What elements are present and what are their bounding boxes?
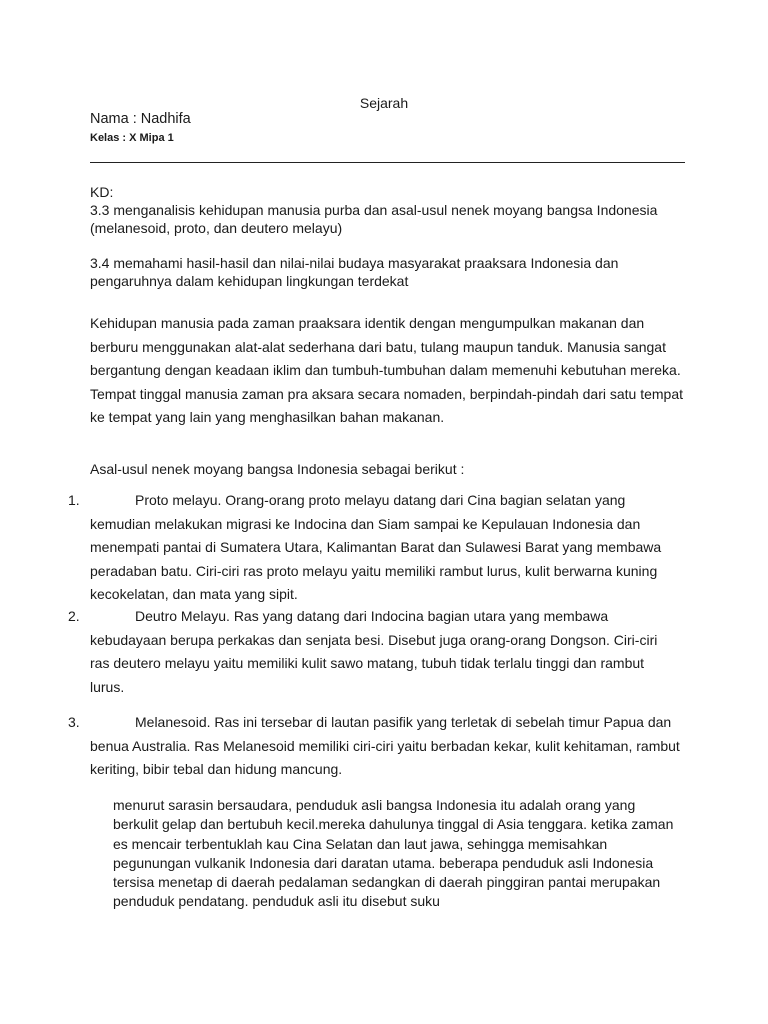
- document-title: Sejarah: [359, 95, 409, 111]
- student-class: Kelas : X Mipa 1: [90, 132, 174, 144]
- sarasin-note-paragraph: menurut sarasin bersaudara, penduduk asli bangsa Indonesia itu adalah orang yang berkulit gelap dan bertubuh kecil.mereka dahulunya tinggal di Asia tenggara. ketika zaman es mencair terbentuklah kau Cina Selatan dan laut jawa, sehingga memisahkan pegunungan vulkanik Indonesia dari daratan utama. beberapa penduduk asli Indonesia tersisa menetap di daerah pedalaman sedangkan di daerah pinggiran pantai merupakan penduduk pendatang. penduduk asli itu disebut suku: [113, 797, 674, 910]
- list-intro: Asal-usul nenek moyang bangsa Indonesia sebagai berikut :: [90, 461, 465, 477]
- list-item-text: Proto melayu. Orang-orang proto melayu datang dari Cina bagian selatan yang kemudian melakukan migrasi ke Indocina dan Siam sampai ke Kepulauan Indonesia dan menempati pantai di Sumatera Utara, Kalimantan Barat dan Sulawesi Barat yang membawa peradaban batu. Ciri-ciri ras proto melayu yaitu memiliki rambut lurus, kulit berwarna kuning kecokelatan, dan mata yang sipit.: [90, 492, 662, 602]
- intro-paragraph: Kehidupan manusia pada zaman praaksara identik dengan mengumpulkan makanan dan berburu menggunakan alat-alat sederhana dari batu, tulang maupun tanduk. Manusia sangat bergantung dengan keadaan iklim dan tumbuh-tumbuhan dalam memenuhi kebutuhan mereka. Tempat tinggal manusia zaman pra aksara secara nomaden, berpindah-pindah dari satu tempat ke tempat yang lain yang menghasilkan bahan makanan.: [90, 315, 684, 425]
- list-number: 3.: [68, 714, 80, 730]
- header-divider: [90, 162, 685, 163]
- student-name: Nama : Nadhifa: [90, 111, 191, 127]
- list-number: 1.: [68, 492, 80, 508]
- list-item-text: Deutro Melayu. Ras yang datang dari Indocina bagian utara yang membawa kebudayaan berupa perkakas dan senjata besi. Disebut juga orang-orang Dongson. Ciri-ciri ras deutero melayu yaitu memiliki kulit sawo matang, tubuh tidak terlalu tinggi dan rambut lurus.: [90, 608, 658, 695]
- kd-label: KD:: [90, 184, 114, 200]
- list-item-text: Melanesoid. Ras ini tersebar di lautan pasifik yang terletak di sebelah timur Papua dan benua Australia. Ras Melanesoid memiliki ciri-ciri yaitu berbadan kekar, kulit kehitaman, rambut keriting, bibir tebal dan hidung mancung.: [90, 714, 680, 777]
- kd-item-3-4: 3.4 memahami hasil-hasil dan nilai-nilai budaya masyarakat praaksara Indonesia dan pengaruhnya dalam kehidupan lingkungan terdekat: [90, 255, 619, 289]
- kd-item-3-3: 3.3 menganalisis kehidupan manusia purba dan asal-usul nenek moyang bangsa Indonesia (melanesoid, proto, dan deutero melayu): [90, 202, 658, 236]
- list-number: 2.: [68, 608, 80, 624]
